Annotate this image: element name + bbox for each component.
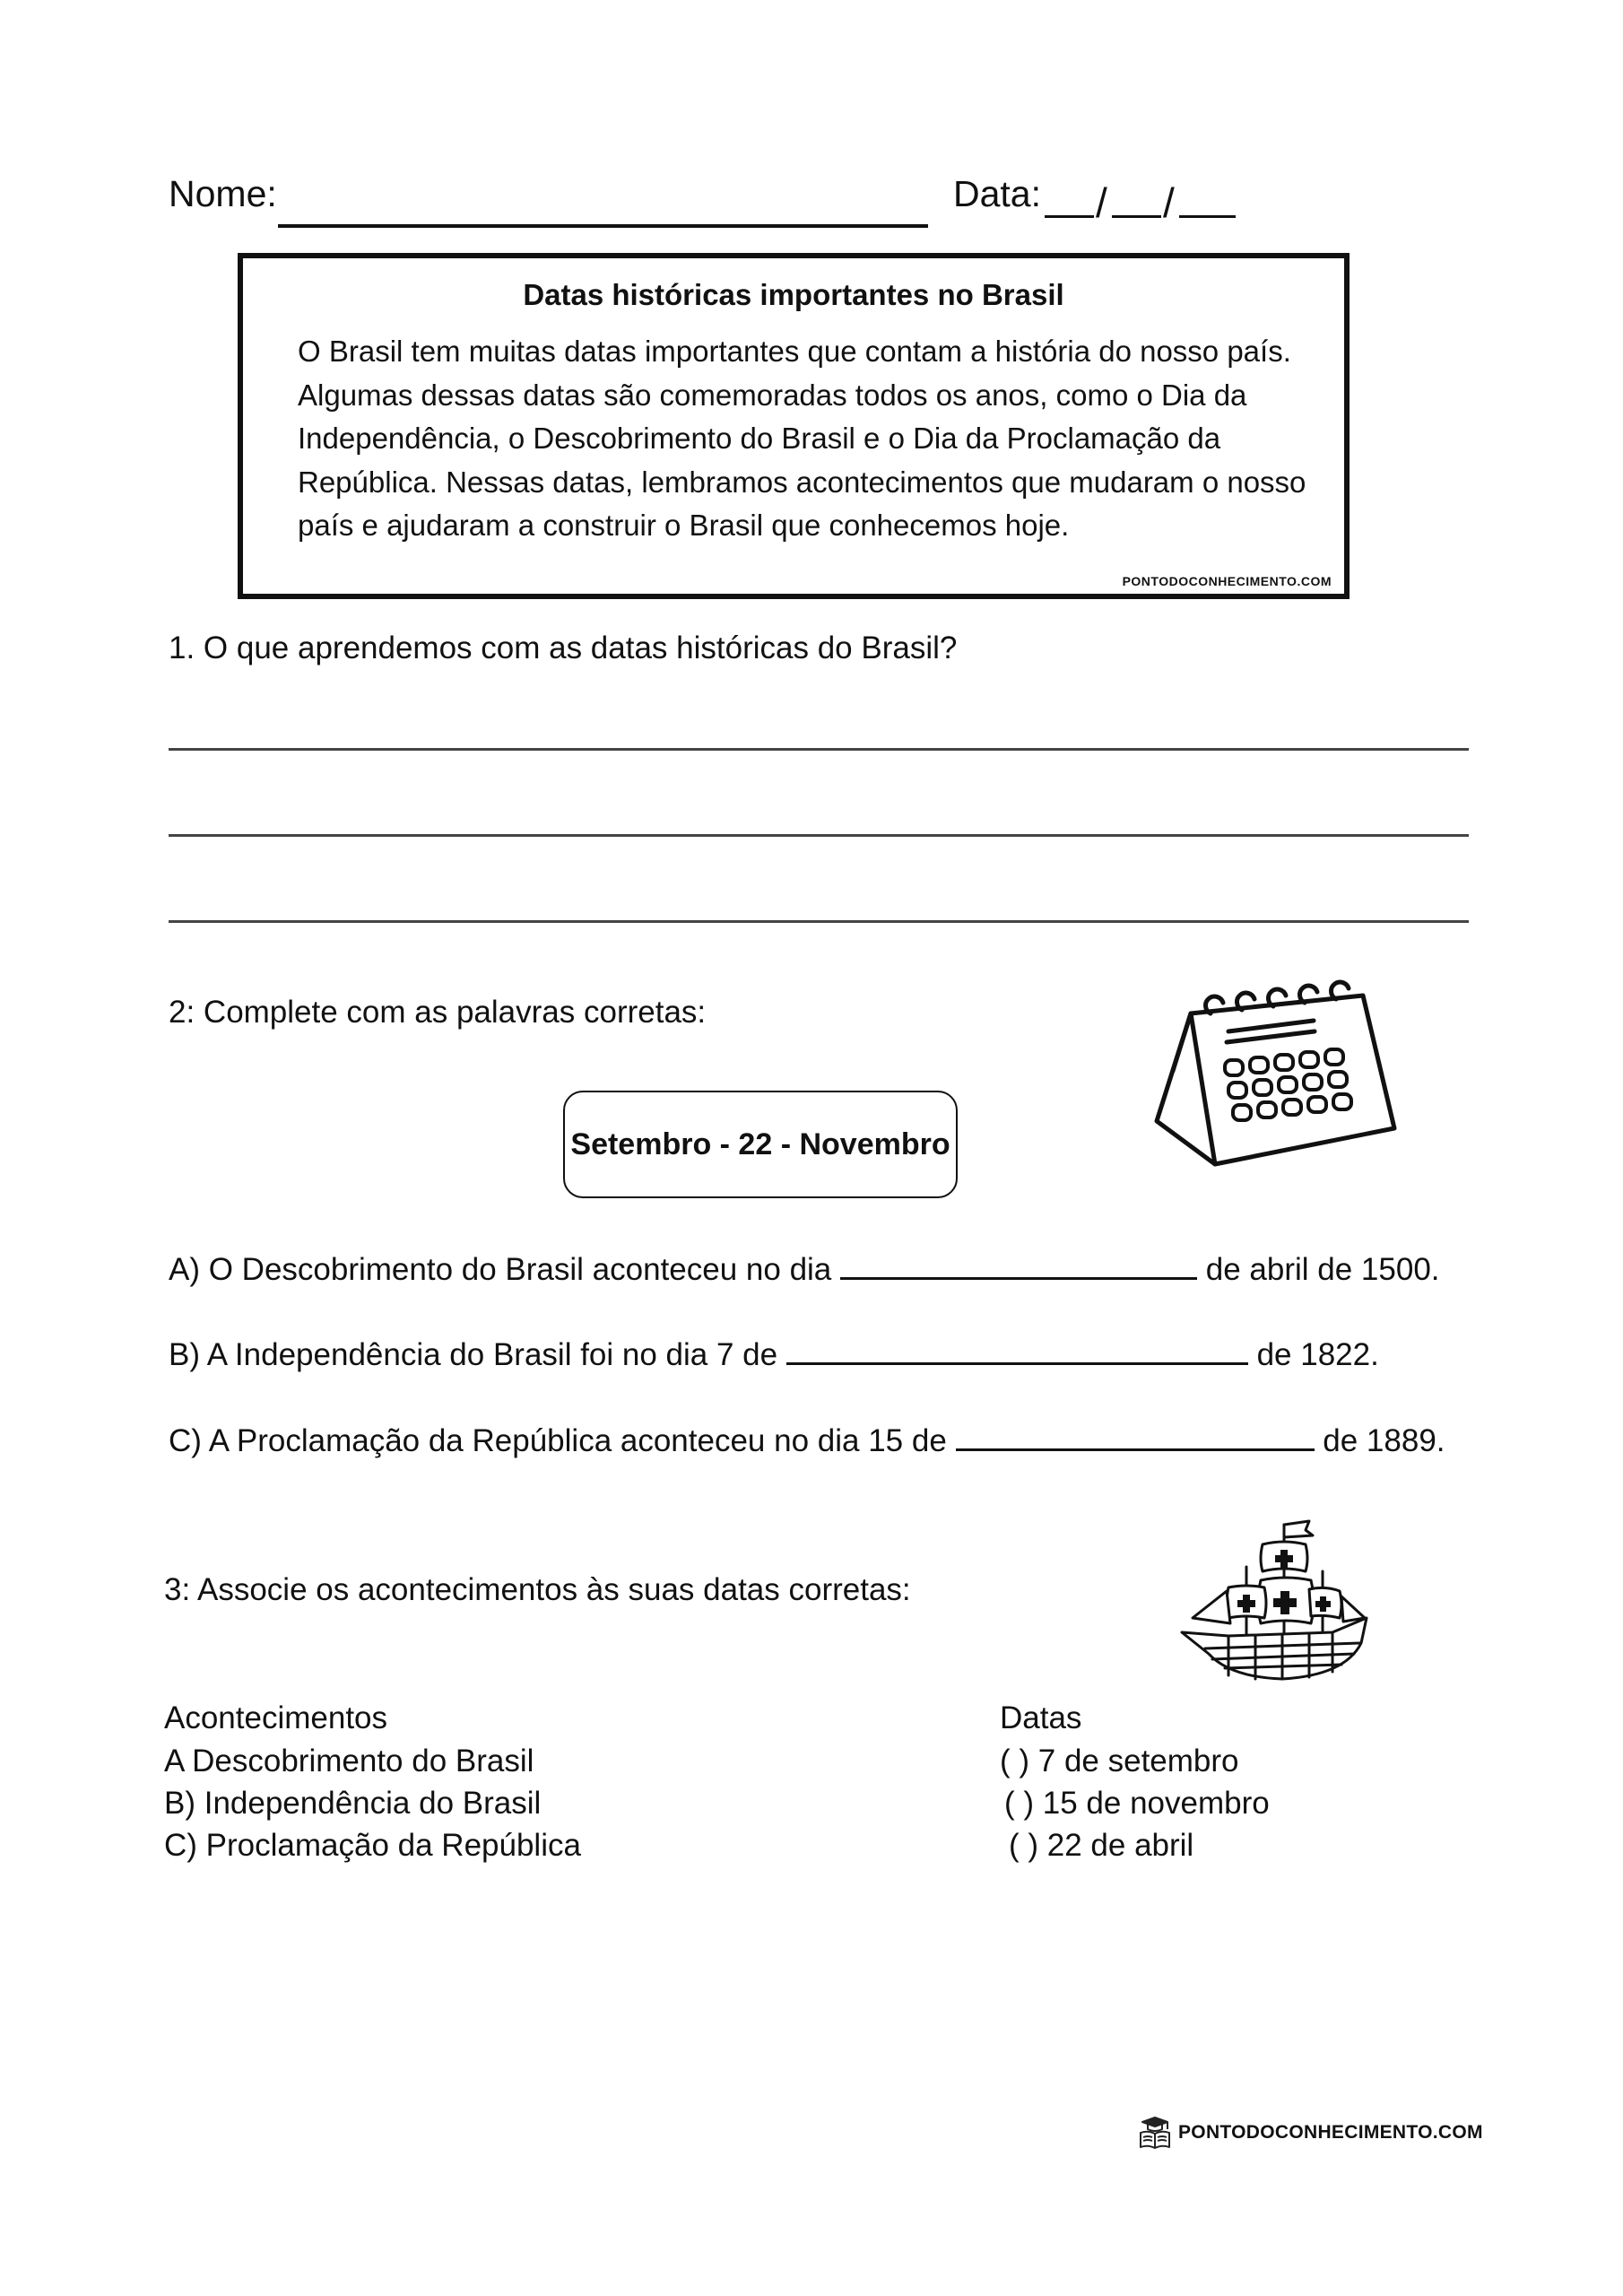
dates-header: Datas: [1000, 1700, 1082, 1735]
fill-sentence-b-end: de 1822.: [1256, 1337, 1379, 1372]
events-header: Acontecimentos: [164, 1700, 388, 1735]
date-separator: /: [1163, 179, 1175, 226]
question-2: 2: Complete com as palavras corretas:: [169, 995, 707, 1030]
date-option-3[interactable]: ( ) 22 de abril: [1009, 1828, 1194, 1863]
name-field[interactable]: [278, 224, 928, 228]
info-box: [238, 253, 1350, 599]
book-graduation-cap-icon: [1137, 2115, 1173, 2151]
event-item-a: A Descobrimento do Brasil: [164, 1744, 534, 1779]
fill-sentence-b: [169, 1335, 1379, 1374]
answer-line[interactable]: [169, 748, 1469, 751]
fill-sentence-c: [169, 1422, 1445, 1460]
event-item-b: B) Independência do Brasil: [164, 1786, 542, 1821]
word-bank: Setembro - 22 - Novembro: [563, 1091, 958, 1198]
fill-sentence-b-start: B) A Independência do Brasil foi no dia 7 de: [169, 1337, 778, 1372]
info-box-paragraph: O Brasil tem muitas datas importantes que contam a história do nosso país. Algumas dessas datas são comemoradas todos os anos, como o Dia da Independência, o Descobrimento do Brasil e o Dia da Proclamação da República. Nessas datas, lembramos acontecimentos que mudaram o nosso país e ajudaram a construir o Brasil que conhecemos hoje.: [298, 335, 1306, 542]
date-option-1[interactable]: ( ) 7 de setembro: [1000, 1744, 1239, 1779]
date-option-2[interactable]: ( ) 15 de novembro: [1004, 1786, 1270, 1821]
caravel-ship-icon: [1175, 1518, 1372, 1688]
fill-sentence-a-start: A) O Descobrimento do Brasil aconteceu no dia: [169, 1252, 832, 1287]
date-day-field[interactable]: [1045, 215, 1094, 218]
event-item-c: C) Proclamação da República: [164, 1828, 581, 1863]
fill-blank-c[interactable]: [956, 1422, 1315, 1451]
fill-sentence-c-end: de 1889.: [1323, 1423, 1445, 1458]
fill-sentence-a: [169, 1250, 1440, 1289]
date-separator: /: [1096, 179, 1107, 226]
fill-blank-a[interactable]: [840, 1250, 1197, 1280]
fill-sentence-a-end: de abril de 1500.: [1205, 1252, 1440, 1287]
info-box-credit: PONTODOCONHECIMENTO.COM: [1122, 574, 1332, 588]
date-month-field[interactable]: [1112, 215, 1161, 218]
name-label: Nome:: [169, 173, 277, 214]
info-box-title: Datas históricas importantes no Brasil: [523, 278, 1064, 311]
fill-blank-b[interactable]: [786, 1335, 1248, 1365]
footer-brand: [1137, 2115, 1483, 2151]
footer-brand-text: PONTODOCONHECIMENTO.COM: [1178, 2122, 1483, 2143]
question-3: 3: Associe os acontecimentos às suas datas corretas:: [164, 1572, 911, 1607]
date-year-field[interactable]: [1179, 215, 1236, 218]
date-label: Data:: [953, 173, 1041, 214]
question-1: 1. O que aprendemos com as datas históricas do Brasil?: [169, 631, 958, 665]
answer-line[interactable]: [169, 920, 1469, 923]
calendar-icon: [1148, 978, 1399, 1175]
answer-line[interactable]: [169, 834, 1469, 837]
fill-sentence-c-start: C) A Proclamação da República aconteceu no dia 15 de: [169, 1423, 947, 1458]
